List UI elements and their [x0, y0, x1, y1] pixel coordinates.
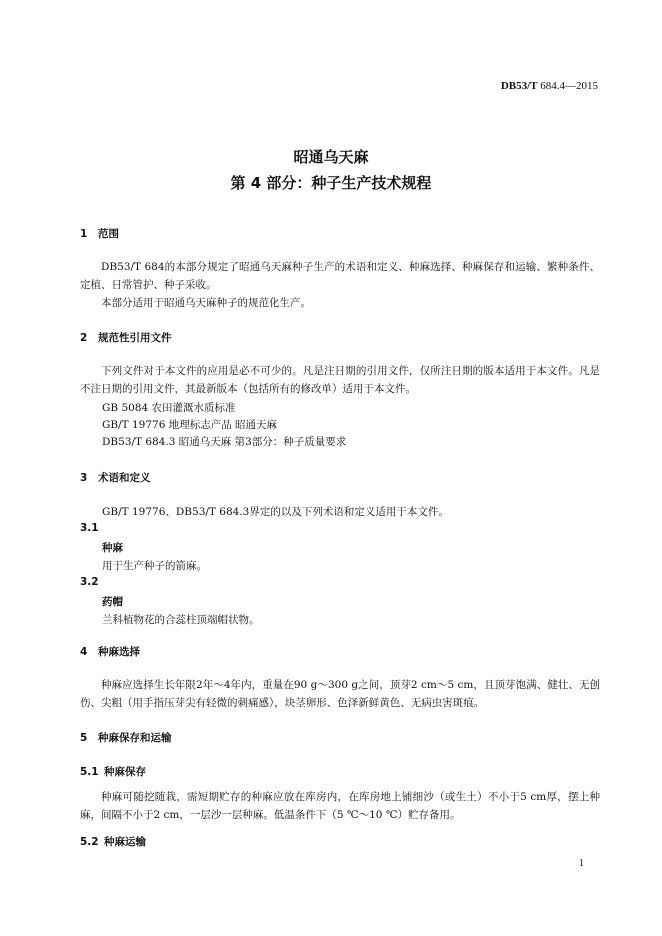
section-4-paragraph-1: 种麻应选择生长年限2年～4年内，重量在90 g～300 g之间，顶芽2 cm～5 cm，且顶芽饱满、健壮、无创伤、尖粗（用手指压芽尖有轻微的刺痛感），块茎卵形、色泽新鲜黄色、无病虫害斑痕。	[80, 679, 600, 709]
section-title: 种麻保存和运输	[98, 732, 172, 744]
section-5-heading	[80, 730, 172, 745]
section-number: 1	[80, 228, 88, 240]
section-number: 5	[80, 732, 88, 744]
section-number: 4	[80, 646, 88, 658]
term-number: 3.2	[80, 576, 99, 588]
section-1-heading	[80, 226, 119, 241]
reference-item: GB 5084 农田灌溉水质标准	[102, 402, 236, 414]
section-number: 3	[80, 472, 88, 484]
standard-code	[501, 80, 598, 92]
document-title-part: 第 4 部分：种子生产技术规程	[230, 174, 432, 192]
section-2-heading	[80, 330, 172, 345]
section-4-heading	[80, 644, 140, 659]
subsection-number: 5.1	[80, 766, 99, 778]
section-number: 2	[80, 332, 88, 344]
subsection-number: 5.2	[80, 836, 99, 848]
section-3-paragraph-1: GB/T 19776、DB53/T 684.3界定的以及下列术语和定义适用于本文件。	[102, 506, 449, 518]
section-title: 规范性引用文件	[98, 332, 172, 344]
page-number: 1	[579, 858, 584, 869]
term-name: 药帽	[102, 596, 123, 608]
section-2-paragraph-1: 下列文件对于本文件的应用是必不可少的。凡是注日期的引用文件，仅所注日期的版本适用于本文件。凡是不注日期的引用文件，其最新版本（包括所有的修改单）适用于本文件。	[80, 365, 600, 395]
term-definition: 兰科植物花的合蕊柱顶端帽状物。	[102, 614, 260, 626]
subsection-title: 种麻运输	[104, 836, 146, 848]
section-title: 种麻选择	[98, 646, 140, 658]
reference-item: GB/T 19776 地理标志产品 昭通天麻	[102, 419, 278, 431]
subsection-5-1-paragraph: 种麻可随挖随栽，需短期贮存的种麻应放在库房内，在库房地上铺细沙（或生土）不小于5 cm厚，摆上种麻，间隔不小于2 cm，一层沙一层种麻。低温条件下（5 ℃～10 ℃）贮存备用。	[80, 791, 600, 821]
term-name: 种麻	[102, 542, 123, 554]
section-3-heading	[80, 470, 151, 485]
section-1-paragraph-2: 本部分适用于昭通乌天麻种子的规范化生产。	[101, 297, 311, 309]
section-1-paragraph-1: DB53/T 684的本部分规定了昭通乌天麻种子生产的术语和定义、种麻选择、种麻保存和运输、繁种条件、定植、日常管护、种子采收。	[80, 261, 600, 291]
subsection-title: 种麻保存	[104, 766, 146, 778]
subsection-5-1-heading	[80, 764, 146, 779]
document-title-main: 昭通乌天麻	[293, 148, 369, 166]
section-title: 术语和定义	[98, 472, 151, 484]
section-title: 范围	[98, 228, 119, 240]
term-definition: 用于生产种子的箭麻。	[102, 560, 207, 572]
standard-code-number: 684.4—2015	[540, 80, 598, 92]
reference-item: DB53/T 684.3 昭通乌天麻 第3部分：种子质量要求	[102, 436, 347, 448]
subsection-5-2-heading	[80, 834, 146, 849]
standard-code-prefix: DB53/T	[500, 80, 538, 92]
term-number: 3.1	[80, 522, 99, 534]
